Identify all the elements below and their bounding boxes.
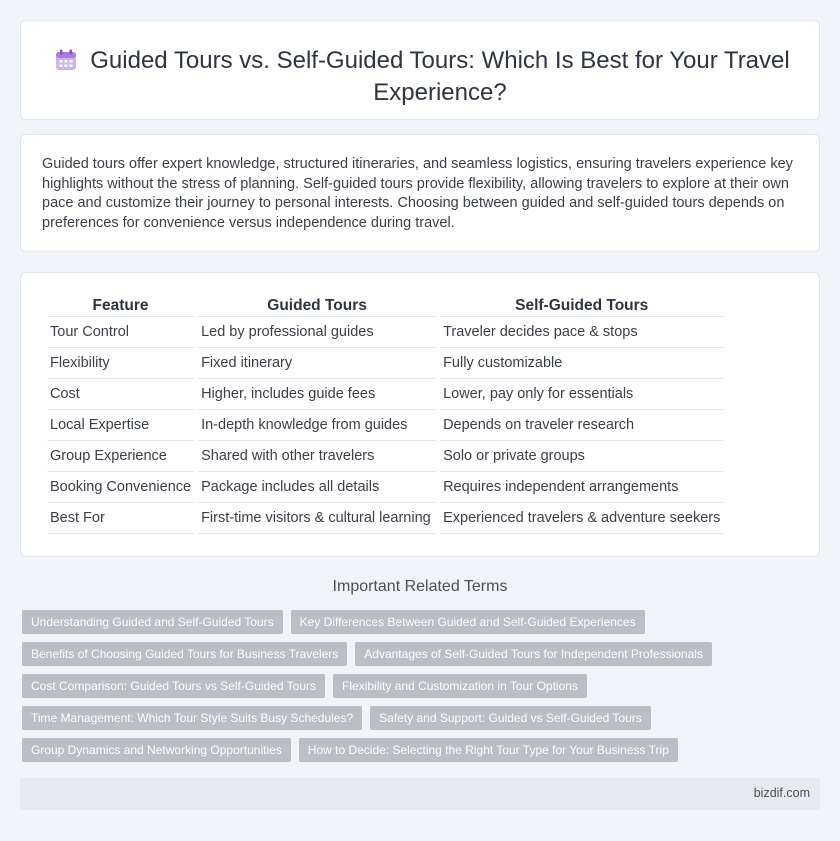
table-row bbox=[47, 441, 723, 472]
tag-row bbox=[22, 706, 822, 730]
related-term-link[interactable]: Benefits of Choosing Guided Tours for Business Travelers bbox=[22, 642, 347, 666]
guided-cell: In-depth knowledge from guides bbox=[198, 410, 436, 441]
self-guided-cell: Requires independent arrangements bbox=[440, 472, 723, 503]
related-terms-list bbox=[22, 610, 822, 770]
self-guided-cell: Solo or private groups bbox=[440, 441, 723, 472]
intro-paragraph: Guided tours offer expert knowledge, structured itineraries, and seamless logistics, ensuring travelers experience key highlights without the stress of planning. Self-guided tours provide flexibility, allowing travelers to explore at their own pace and customize their journey to personal interests. Choosing between guided and self-guided tours depends on preferences for convenience versus independence during travel. bbox=[42, 156, 793, 231]
self-guided-cell: Lower, pay only for essentials bbox=[440, 379, 723, 410]
related-term-link[interactable]: Understanding Guided and Self-Guided Tours bbox=[22, 610, 283, 634]
intro-card bbox=[20, 134, 820, 252]
column-header-guided: Guided Tours bbox=[198, 295, 436, 317]
title-card bbox=[20, 20, 820, 120]
related-term-link[interactable]: Key Differences Between Guided and Self-Guided Experiences bbox=[291, 610, 645, 634]
related-term-link[interactable]: Flexibility and Customization in Tour Options bbox=[333, 674, 587, 698]
footer-site-link[interactable]: bizdif.com bbox=[753, 786, 810, 800]
guided-cell: Fixed itinerary bbox=[198, 348, 436, 379]
table-row bbox=[47, 317, 723, 348]
related-term-link[interactable]: Time Management: Which Tour Style Suits Busy Schedules? bbox=[22, 706, 362, 730]
table-row bbox=[47, 410, 723, 441]
tag-row bbox=[22, 674, 822, 698]
table-row bbox=[47, 348, 723, 379]
guided-cell: Shared with other travelers bbox=[198, 441, 436, 472]
column-header-feature: Feature bbox=[47, 295, 194, 317]
related-term-link[interactable]: Cost Comparison: Guided Tours vs Self-Guided Tours bbox=[22, 674, 325, 698]
related-term-link[interactable]: Group Dynamics and Networking Opportunities bbox=[22, 738, 291, 762]
comparison-card bbox=[20, 272, 820, 557]
comparison-table bbox=[43, 295, 727, 534]
feature-cell: Cost bbox=[47, 379, 194, 410]
feature-cell: Flexibility bbox=[47, 348, 194, 379]
table-row bbox=[47, 503, 723, 534]
guided-cell: Led by professional guides bbox=[198, 317, 436, 348]
tag-row bbox=[22, 610, 822, 634]
table-row bbox=[47, 379, 723, 410]
self-guided-cell: Experienced travelers & adventure seekers bbox=[440, 503, 723, 534]
related-term-link[interactable]: How to Decide: Selecting the Right Tour Type for Your Business Trip bbox=[299, 738, 678, 762]
feature-cell: Best For bbox=[47, 503, 194, 534]
table-header-row bbox=[47, 295, 723, 317]
guided-cell: Higher, includes guide fees bbox=[198, 379, 436, 410]
tag-row bbox=[22, 642, 822, 666]
guided-cell: Package includes all details bbox=[198, 472, 436, 503]
feature-cell: Group Experience bbox=[47, 441, 194, 472]
column-header-self-guided: Self-Guided Tours bbox=[440, 295, 723, 317]
self-guided-cell: Traveler decides pace & stops bbox=[440, 317, 723, 348]
feature-cell: Booking Convenience bbox=[47, 472, 194, 503]
feature-cell: Tour Control bbox=[47, 317, 194, 348]
tag-row bbox=[22, 738, 822, 762]
related-term-link[interactable]: Advantages of Self-Guided Tours for Independent Professionals bbox=[355, 642, 712, 666]
related-term-link[interactable]: Safety and Support: Guided vs Self-Guided Tours bbox=[370, 706, 651, 730]
table-row bbox=[47, 472, 723, 503]
feature-cell: Local Expertise bbox=[47, 410, 194, 441]
footer bbox=[20, 778, 820, 810]
self-guided-cell: Fully customizable bbox=[440, 348, 723, 379]
related-terms-heading: Important Related Terms bbox=[332, 578, 508, 595]
self-guided-cell: Depends on traveler research bbox=[440, 410, 723, 441]
guided-cell: First-time visitors & cultural learning bbox=[198, 503, 436, 534]
page-title: Guided Tours vs. Self-Guided Tours: Which Is Best for Your Travel Experience? bbox=[90, 47, 790, 106]
